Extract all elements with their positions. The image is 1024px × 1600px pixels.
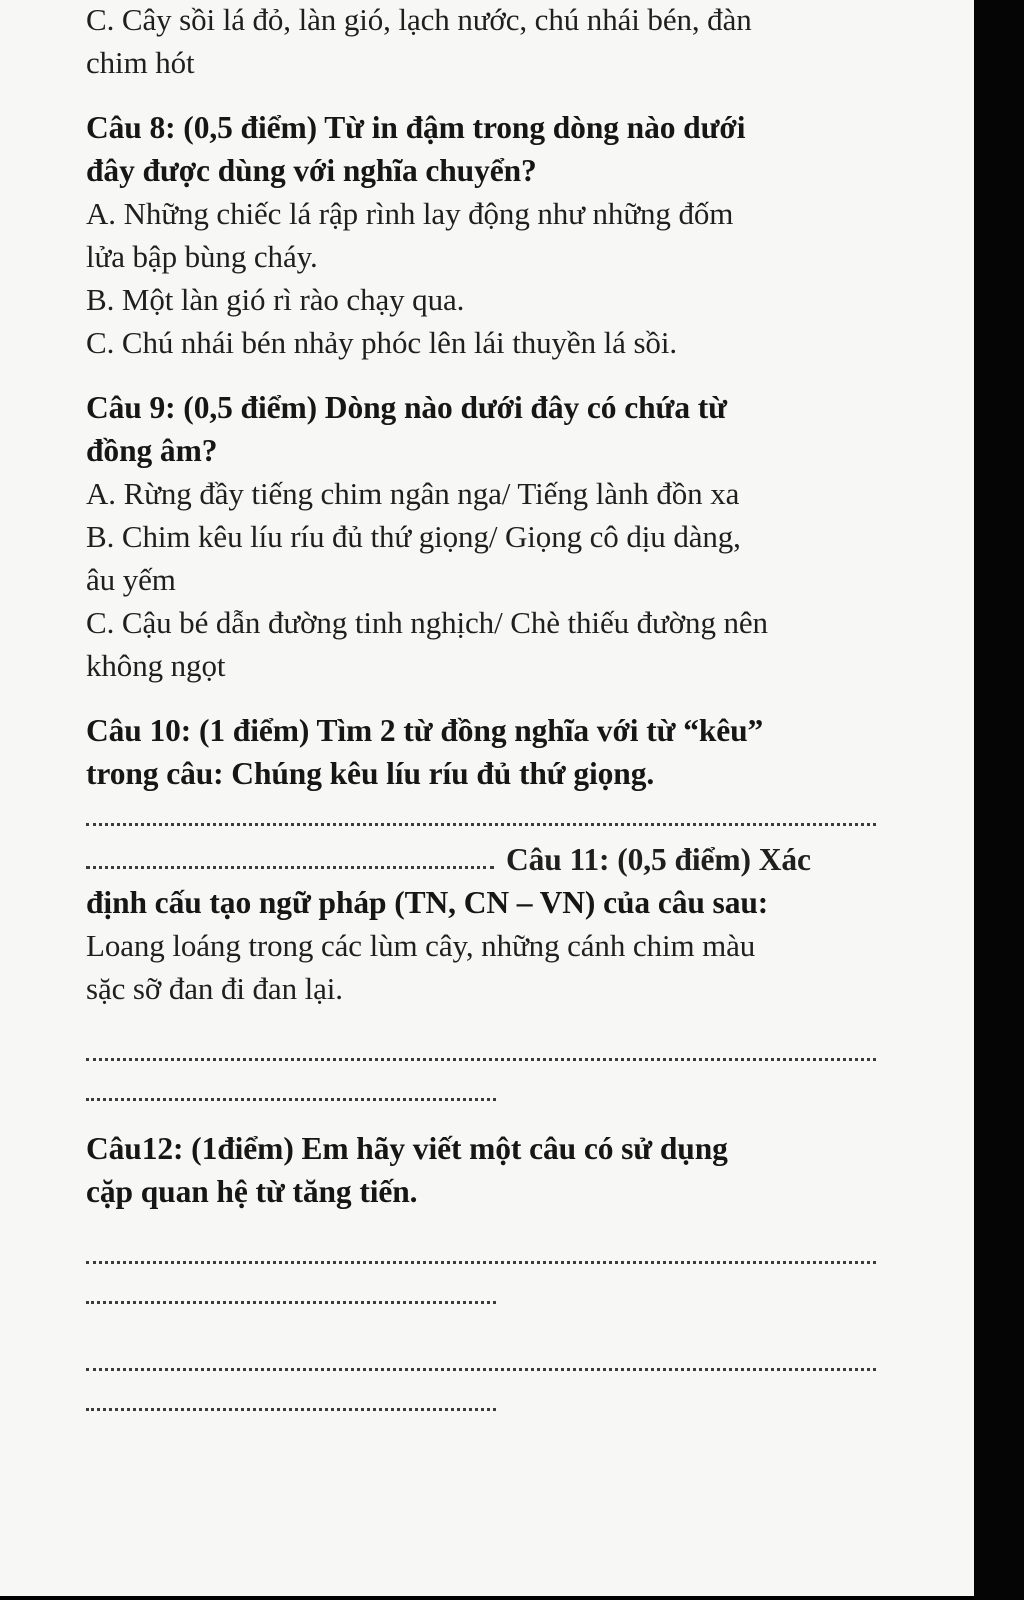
q8-option-c: C. Chú nhái bén nhảy phóc lên lái thuyền lá sồi.	[86, 325, 677, 360]
q8-option-b: B. Một làn gió rì rào chạy qua.	[86, 282, 465, 317]
q12-answer-line-3[interactable]	[86, 1340, 906, 1383]
q12-heading-line2: cặp quan hệ từ tăng tiến.	[86, 1174, 418, 1209]
q10-heading-line1: Câu 10: (1 điểm) Tìm 2 từ đồng nghĩa với từ “kêu”	[86, 713, 764, 748]
q8-heading-line2: đây được dùng với nghĩa chuyển?	[86, 153, 537, 188]
q11-heading-line2: định cấu tạo ngữ pháp (TN, CN – VN) của câu sau:	[86, 885, 769, 920]
q9-option-c-line2: không ngọt	[86, 648, 226, 683]
spacer	[86, 364, 906, 386]
option-c-prev-line2: chim hót	[86, 45, 195, 80]
q9-heading-line2: đồng âm?	[86, 433, 218, 468]
q11-sentence-line1: Loang loáng trong các lùm cây, những cánh chim màu	[86, 928, 756, 963]
q8-option-a-line2: lửa bập bùng cháy.	[86, 239, 318, 274]
q10-q11-row	[86, 838, 906, 881]
q12-heading-line1: Câu12: (1điểm) Em hãy viết một câu có sử dụng	[86, 1131, 728, 1166]
q9-option-b-line2: âu yếm	[86, 562, 176, 597]
option-c-prev-line1: C. Cây sồi lá đỏ, làn gió, lạch nước, chú nhái bén, đàn	[86, 2, 752, 37]
q12-answer-line-4[interactable]	[86, 1383, 906, 1423]
q11-answer-line-2[interactable]	[86, 1073, 906, 1113]
q11-heading-start: Câu 11: (0,5 điểm) Xác	[506, 842, 811, 877]
spacer	[86, 1113, 906, 1127]
q9-heading-line1: Câu 9: (0,5 điểm) Dòng nào dưới đây có chứa từ	[86, 390, 727, 425]
spacer	[86, 1010, 906, 1030]
q10-heading-line2: trong câu: Chúng kêu líu ríu đủ thứ giọng.	[86, 756, 655, 791]
spacer	[86, 1316, 906, 1340]
q8-option-a-line1: A. Những chiếc lá rập rình lay động như những đốm	[86, 196, 734, 231]
q8-heading-line1: Câu 8: (0,5 điểm) Từ in đậm trong dòng nào dưới	[86, 110, 746, 145]
dark-edge-band	[974, 0, 1024, 1600]
q11-answer-line-1[interactable]	[86, 1030, 906, 1073]
q10-answer-line-2[interactable]	[86, 866, 494, 869]
spacer	[86, 1213, 906, 1233]
q11-sentence-line2: sặc sỡ đan đi đan lại.	[86, 971, 343, 1006]
q12-answer-line-1[interactable]	[86, 1233, 906, 1276]
q10-answer-line[interactable]	[86, 795, 906, 838]
q9-option-a: A. Rừng đầy tiếng chim ngân nga/ Tiếng lành đồn xa	[86, 476, 740, 511]
q9-option-b-line1: B. Chim kêu líu ríu đủ thứ giọng/ Giọng cô dịu dàng,	[86, 519, 741, 554]
q9-option-c-line1: C. Cậu bé dẫn đường tinh nghịch/ Chè thiếu đường nên	[86, 605, 768, 640]
exam-content	[86, 0, 906, 1423]
q12-answer-line-2[interactable]	[86, 1276, 906, 1316]
spacer	[86, 687, 906, 709]
spacer	[86, 84, 906, 106]
